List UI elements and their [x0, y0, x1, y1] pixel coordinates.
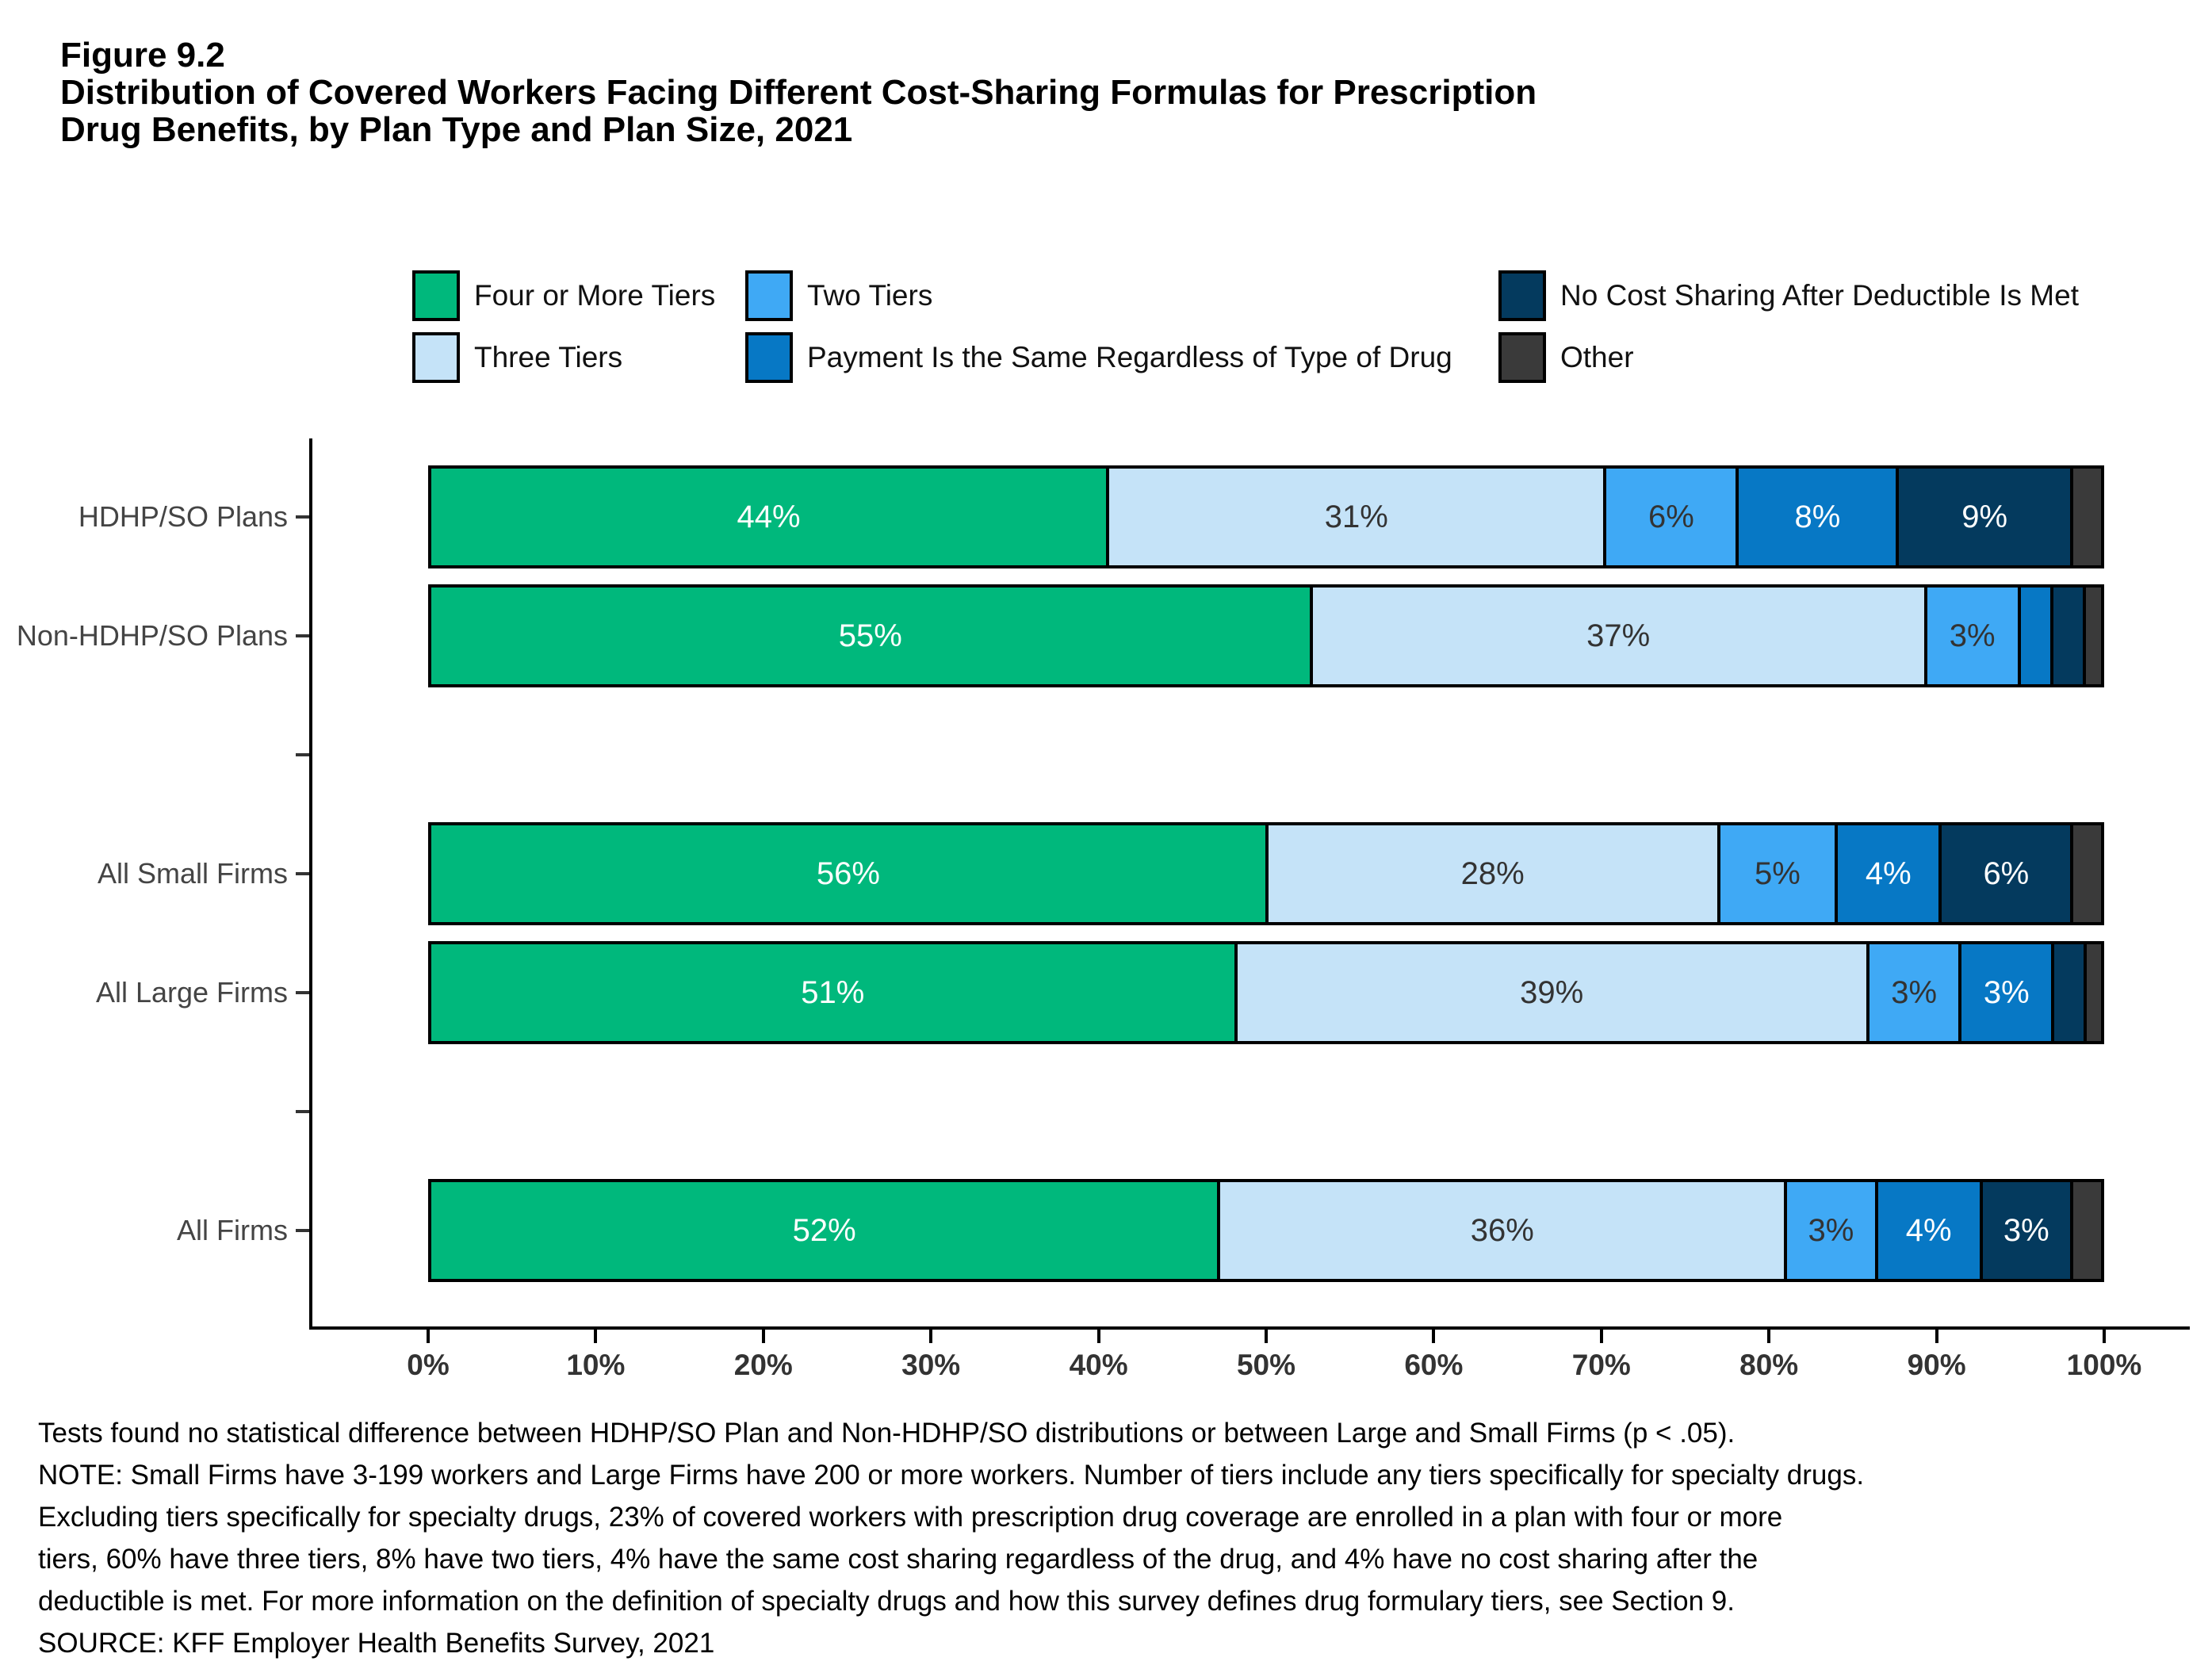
bar-row	[428, 1171, 2190, 1290]
x-axis-tick-label: 90%	[1907, 1349, 1966, 1381]
chart-notes	[38, 1412, 2212, 1664]
figure-number: Figure 9.2	[60, 36, 225, 75]
bar-segment-label: 31%	[1324, 499, 1388, 534]
legend-item	[412, 269, 745, 323]
y-axis-label: All Large Firms	[95, 976, 288, 1009]
stacked-bar	[428, 822, 2104, 925]
legend-swatch-icon	[745, 270, 793, 321]
y-axis-labels	[0, 438, 309, 1330]
bar-segment	[2050, 588, 2083, 684]
bar-segment-label: 39%	[1520, 974, 1584, 1010]
chart-plot-area	[0, 438, 2212, 1330]
x-axis	[407, 1330, 2142, 1388]
y-axis-tick	[296, 1110, 309, 1113]
chart-legend	[412, 269, 2212, 385]
legend-swatch-icon	[745, 332, 793, 383]
bar-segment	[2070, 1182, 2101, 1279]
y-axis-tick	[296, 1229, 309, 1232]
bar-row	[428, 457, 2190, 576]
bar-segment-label: 52%	[792, 1212, 856, 1248]
legend-swatch-icon	[1498, 270, 1546, 321]
stacked-bar	[428, 941, 2104, 1044]
bar-segment-label: 44%	[737, 499, 801, 534]
note-line: SOURCE: KFF Employer Health Benefits Survey, 2021	[38, 1628, 715, 1659]
y-axis-label: All Small Firms	[98, 857, 288, 890]
y-axis-slot	[0, 576, 309, 695]
stacked-bar	[428, 584, 2104, 687]
stacked-bar	[428, 1179, 2104, 1282]
y-axis-slot	[0, 457, 309, 576]
bar-segment-label: 36%	[1470, 1212, 1534, 1248]
y-axis-label: All Firms	[177, 1214, 288, 1246]
x-axis-tick-label: 30%	[901, 1349, 961, 1381]
x-axis-tick-label: 60%	[1404, 1349, 1464, 1381]
legend-label: Three Tiers	[474, 341, 623, 373]
y-axis-slot	[0, 1171, 309, 1290]
bar-segment-label: 4%	[1905, 1212, 1952, 1248]
bar-segment	[1835, 825, 1938, 922]
bar-row	[428, 814, 2190, 933]
bar-segment	[431, 1182, 1217, 1279]
bar-segment	[2083, 588, 2101, 684]
x-axis-tick	[427, 1330, 430, 1343]
bar-segment-label: 51%	[801, 974, 865, 1010]
bar-segment	[1106, 469, 1603, 565]
y-axis-label: Non-HDHP/SO Plans	[16, 619, 288, 652]
figure-title-line1: Distribution of Covered Workers Facing Different Cost-Sharing Formulas for Prescription	[60, 73, 1537, 112]
bar-segment	[2051, 944, 2084, 1041]
y-axis-label: HDHP/SO Plans	[78, 500, 288, 533]
bar-segment-label: 37%	[1586, 618, 1651, 653]
bar-segment	[1717, 825, 1835, 922]
bar-segment	[1938, 825, 2070, 922]
bar-segment	[1234, 944, 1866, 1041]
legend-swatch-icon	[412, 332, 460, 383]
bar-segment-label: 6%	[1648, 499, 1694, 534]
y-axis-tick	[296, 991, 309, 994]
x-axis-tick	[1935, 1330, 1938, 1343]
bar-segment-label: 9%	[1961, 499, 2008, 534]
bar-row	[428, 1052, 2190, 1171]
y-axis-tick	[296, 515, 309, 519]
note-line: NOTE: Small Firms have 3-199 workers and Large Firms have 200 or more workers. Number of tiers include any tiers specifically for specialty drugs.	[38, 1460, 1865, 1491]
y-axis-slot	[0, 814, 309, 933]
bar-segment	[1875, 1182, 1980, 1279]
bar-segment	[2084, 944, 2101, 1041]
bar-segment-label: 3%	[1808, 1212, 1854, 1248]
bar-row	[428, 933, 2190, 1052]
legend-swatch-icon	[1498, 332, 1546, 383]
bar-segment-label: 3%	[1949, 618, 1996, 653]
legend-item	[1498, 269, 2212, 323]
y-axis-tick	[296, 872, 309, 875]
bar-segment	[1958, 944, 2051, 1041]
bar-segment	[1896, 469, 2070, 565]
bar-segment	[2070, 825, 2101, 922]
bar-segment	[1924, 588, 2018, 684]
bar-segment	[431, 944, 1234, 1041]
x-axis-tick	[762, 1330, 765, 1343]
bar-segment	[1736, 469, 1896, 565]
x-axis-tick-label: 40%	[1069, 1349, 1128, 1381]
x-axis-tick-label: 0%	[407, 1349, 450, 1381]
legend-item	[1498, 331, 2212, 385]
bar-row	[428, 695, 2190, 814]
bar-segment-label: 3%	[1983, 974, 2030, 1010]
bar-segment	[1265, 825, 1717, 922]
bar-segment-label: 3%	[2003, 1212, 2049, 1248]
x-axis-tick	[929, 1330, 932, 1343]
bar-segment	[431, 588, 1310, 684]
bar-segment-label: 4%	[1865, 855, 1912, 891]
legend-label: Other	[1560, 341, 1634, 373]
x-axis-tick	[1097, 1330, 1100, 1343]
bar-segment	[431, 825, 1265, 922]
x-axis-tick-label: 70%	[1571, 1349, 1631, 1381]
legend-swatch-icon	[412, 270, 460, 321]
legend-label: Payment Is the Same Regardless of Type of Drug	[807, 341, 1452, 373]
figure-title-line2: Drug Benefits, by Plan Type and Plan Size, 2021	[60, 110, 853, 149]
bar-segment	[431, 469, 1106, 565]
x-axis-tick-label: 100%	[2066, 1349, 2142, 1381]
note-line: deductible is met. For more information on the definition of specialty drugs and how this survey defines drug formulary tiers, see Section 9.	[38, 1586, 1735, 1617]
note-line: Tests found no statistical difference between HDHP/SO Plan and Non-HDHP/SO distributions or between Large and Small Firms (p < .05).	[38, 1418, 1736, 1449]
y-axis-tick	[296, 753, 309, 756]
bar-segment-label: 6%	[1983, 855, 2030, 891]
bar-segment-label: 3%	[1891, 974, 1938, 1010]
x-axis-tick	[2103, 1330, 2106, 1343]
x-axis-tick	[1265, 1330, 1268, 1343]
bar-segment	[2070, 469, 2101, 565]
x-axis-tick	[1600, 1330, 1603, 1343]
plot-panel	[309, 438, 2190, 1330]
legend-item	[412, 331, 745, 385]
legend-label: Four or More Tiers	[474, 279, 716, 312]
bar-segment	[1980, 1182, 2070, 1279]
bar-segment-label: 55%	[838, 618, 902, 653]
x-axis-tick-label: 10%	[566, 1349, 626, 1381]
y-axis-slot	[0, 1052, 309, 1171]
bar-segment	[2018, 588, 2050, 684]
bar-segment	[1784, 1182, 1874, 1279]
note-line: tiers, 60% have three tiers, 8% have two tiers, 4% have the same cost sharing regardless of the drug, and 4% have no cost sharing after the	[38, 1544, 1759, 1575]
bar-segment-label: 8%	[1794, 499, 1841, 534]
x-axis-tick-label: 80%	[1739, 1349, 1799, 1381]
x-axis-tick-label: 50%	[1236, 1349, 1296, 1381]
bar-segment-label: 28%	[1460, 855, 1525, 891]
figure-header	[0, 0, 2212, 148]
stacked-bar	[428, 465, 2104, 568]
note-line: Excluding tiers specifically for specialty drugs, 23% of covered workers with prescription drug coverage are enrolled in a plan with four or more	[38, 1502, 1783, 1533]
legend-item	[745, 331, 1498, 385]
bar-segment	[1866, 944, 1959, 1041]
bar-segment-label: 56%	[816, 855, 880, 891]
legend-item	[745, 269, 1498, 323]
x-axis-tick	[594, 1330, 597, 1343]
x-axis-tick	[1432, 1330, 1435, 1343]
bar-segment	[1217, 1182, 1784, 1279]
bar-segment	[1310, 588, 1924, 684]
legend-label: No Cost Sharing After Deductible Is Met	[1560, 279, 2079, 312]
y-axis-slot	[0, 933, 309, 1052]
bar-row	[428, 576, 2190, 695]
x-axis-tick-label: 20%	[733, 1349, 793, 1381]
y-axis-slot	[0, 695, 309, 814]
bar-segment-label: 5%	[1754, 855, 1801, 891]
legend-label: Two Tiers	[807, 279, 933, 312]
x-axis-tick	[1767, 1330, 1770, 1343]
bar-segment	[1603, 469, 1736, 565]
y-axis-tick	[296, 634, 309, 637]
